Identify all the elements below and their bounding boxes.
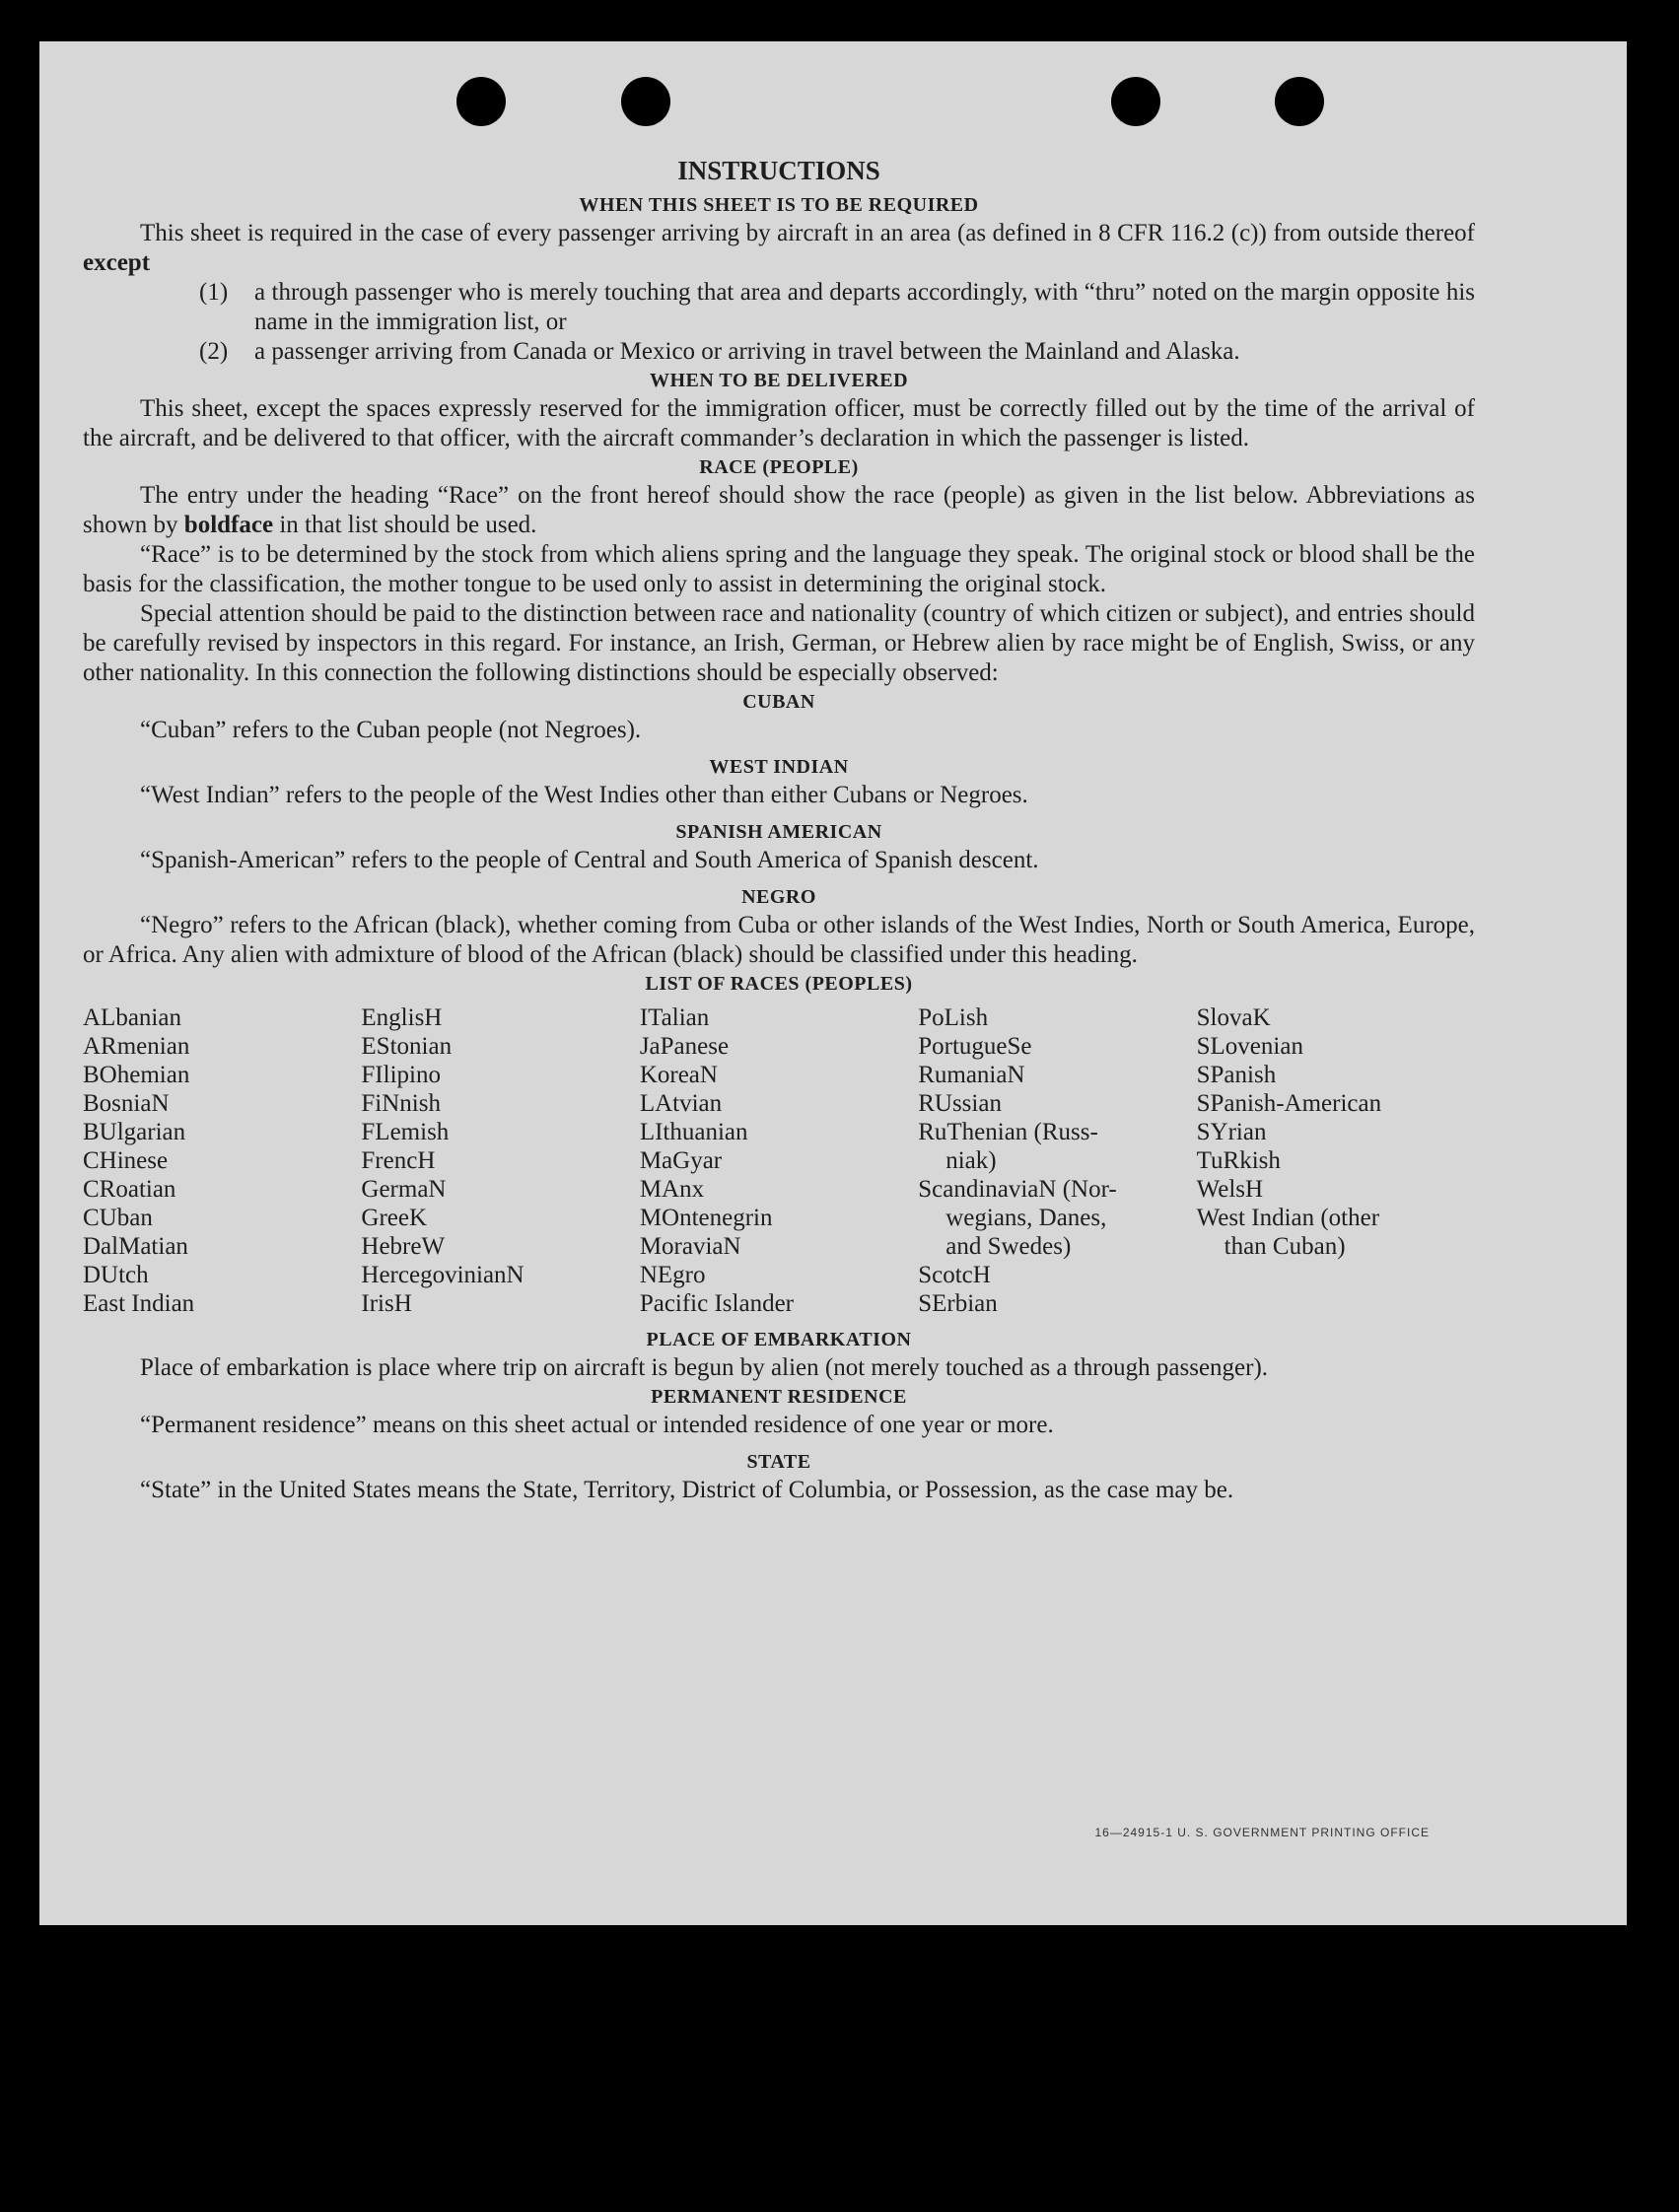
race-entry: FIlipino: [361, 1062, 441, 1088]
race-entry: PoLish: [918, 1004, 989, 1031]
race-entry: FrencH: [361, 1147, 436, 1174]
race-entry: than Cuban): [1224, 1233, 1346, 1260]
race-entry: BosniaN: [83, 1090, 170, 1117]
embarkation-text: Place of embarkation is place where trip on aircraft is begun by alien (not merely touched as a through passenger).: [140, 1354, 1269, 1381]
race-entry: EStonian: [361, 1033, 453, 1060]
list-item-number: (1): [199, 279, 229, 306]
race-entry: CHinese: [83, 1147, 169, 1174]
race-paragraph: The entry under the heading “Race” on the front hereof should show the race (people) as given in the list below. Abbreviations as shown by boldface in that list should be used.: [83, 482, 1475, 538]
page-title: INSTRUCTIONS: [677, 156, 880, 185]
race-entry: PortugueSe: [918, 1033, 1032, 1060]
races-column: [83, 1003, 361, 1318]
race-entry: WelsH: [1196, 1176, 1264, 1203]
section-heading-cuban: CUBAN: [742, 691, 815, 713]
race-entry: LIthuanian: [639, 1119, 748, 1145]
race-entry: niak): [945, 1147, 997, 1174]
race-entry: FLemish: [361, 1119, 450, 1145]
punch-hole: [1275, 77, 1324, 126]
race-entry: EnglisH: [361, 1004, 443, 1031]
race-entry: DUtch: [83, 1262, 149, 1288]
race-entry: LAtvian: [639, 1090, 723, 1117]
list-item-text: a through passenger who is merely touching that area and departs accordingly, with “thru” noted on the margin opposite his name in the immigration list, or: [254, 279, 1475, 335]
race-entry: SErbian: [918, 1290, 998, 1317]
race-entry: MaGyar: [639, 1147, 723, 1174]
race-entry: West Indian (other: [1196, 1205, 1380, 1231]
race-paragraph: Special attention should be paid to the distinction between race and nationality (country of which citizen or subject), and entries should be carefully revised by inspectors in this regard. For instance, an Irish, German, or Hebrew alien by race might be of English, Swiss, or any other nationality. In this connection the following distinctions should be especially observed:: [83, 600, 1475, 686]
section-heading-negro: NEGRO: [741, 886, 816, 908]
race-entry: GreeK: [361, 1205, 428, 1231]
race-entry: MOntenegrin: [639, 1205, 773, 1231]
list-item: [199, 278, 1475, 337]
list-item-text: a passenger arriving from Canada or Mexico or arriving in travel between the Mainland and Alaska.: [254, 338, 1240, 365]
race-entry: BUlgarian: [83, 1119, 186, 1145]
race-paragraph: “Race” is to be determined by the stock from which aliens spring and the language they speak. The original stock or blood shall be the basis for the classification, the mother tongue to be used only to assist in determining the original stock.: [83, 541, 1475, 597]
race-entry: TuRkish: [1196, 1147, 1281, 1174]
section-heading-residence: PERMANENT RESIDENCE: [651, 1386, 907, 1408]
race-entry: East Indian: [83, 1290, 195, 1317]
section-heading-embarkation: PLACE OF EMBARKATION: [646, 1329, 912, 1350]
race-entry: MAnx: [639, 1176, 705, 1203]
races-column: [1197, 1003, 1475, 1318]
section-heading-when-delivered: WHEN TO BE DELIVERED: [649, 370, 909, 391]
race-entry: RUssian: [918, 1090, 1002, 1117]
race-entry: SlovaK: [1196, 1004, 1271, 1031]
races-column: [640, 1003, 918, 1318]
instructions-body: [83, 156, 1475, 1505]
race-entry: KoreaN: [639, 1062, 718, 1088]
race-entry: FiNnish: [361, 1090, 441, 1117]
race-entry: ALbanian: [83, 1004, 181, 1031]
race-entry: BOhemian: [83, 1062, 190, 1088]
race-entry: RumaniaN: [918, 1062, 1025, 1088]
race-entry: GermaN: [361, 1176, 447, 1203]
race-entry: JaPanese: [639, 1033, 730, 1060]
race-entry: ScandinaviaN (Nor-: [918, 1176, 1117, 1203]
race-entry: CUban: [83, 1205, 153, 1231]
cuban-text: “Cuban” refers to the Cuban people (not Negroes).: [140, 717, 642, 743]
west-indian-text: “West Indian” refers to the people of the West Indies other than either Cubans or Negroes.: [140, 782, 1028, 808]
races-column: [361, 1003, 639, 1318]
race-entry: CRoatian: [83, 1176, 176, 1203]
list-item-number: (2): [199, 338, 229, 365]
race-entry: HebreW: [361, 1233, 446, 1260]
except-word: except: [83, 249, 151, 276]
section-heading-race: RACE (PEOPLE): [699, 456, 859, 478]
race-entry: SYrian: [1196, 1119, 1267, 1145]
race-entry: SLovenian: [1196, 1033, 1303, 1060]
punch-hole: [456, 77, 506, 126]
negro-text: “Negro” refers to the African (black), whether coming from Cuba or other islands of the West Indies, North or South America, Europe, or Africa. Any alien with admixture of blood of the African (black) should be classified under this heading.: [83, 912, 1475, 968]
punch-hole: [1111, 77, 1160, 126]
races-column: [918, 1003, 1196, 1318]
spanish-american-text: “Spanish-American” refers to the people of Central and South America of Spanish descent.: [140, 847, 1039, 873]
race-entry: RuThenian (Russ-: [918, 1119, 1098, 1145]
list-item: [199, 337, 1475, 367]
boldface-word: boldface: [183, 512, 274, 538]
state-text: “State” in the United States means the State, Territory, District of Columbia, or Possession, as the case may be.: [140, 1477, 1234, 1503]
punch-hole: [621, 77, 670, 126]
section-heading-when-required: WHEN THIS SHEET IS TO BE REQUIRED: [579, 194, 979, 216]
document-sheet: [39, 41, 1627, 1925]
race-entry: ARmenian: [83, 1033, 190, 1060]
race-entry: NEgro: [639, 1262, 706, 1288]
section-heading-list-of-races: LIST OF RACES (PEOPLES): [645, 973, 913, 995]
race-entry: wegians, Danes,: [945, 1205, 1107, 1231]
race-entry: ITalian: [639, 1004, 710, 1031]
race-entry: Pacific Islander: [639, 1290, 794, 1317]
printing-office-footer: 16—24915-1 U. S. GOVERNMENT PRINTING OFFICE: [1094, 1826, 1430, 1839]
race-entry: and Swedes): [945, 1233, 1072, 1260]
race-entry: DalMatian: [83, 1233, 188, 1260]
race-entry: MoraviaN: [639, 1233, 741, 1260]
section-heading-west-indian: WEST INDIAN: [709, 756, 849, 778]
race-entry: HercegovinianN: [361, 1262, 525, 1288]
when-delivered-text: This sheet, except the spaces expressly reserved for the immigration officer, must be correctly filled out by the time of the arrival of the aircraft, and be delivered to that officer, with the aircraft commander’s declaration in which the passenger is listed.: [83, 395, 1475, 451]
races-list: [83, 1003, 1475, 1318]
residence-text: “Permanent residence” means on this sheet actual or intended residence of one year or more.: [140, 1412, 1054, 1438]
race-entry: IrisH: [361, 1290, 412, 1317]
when-required-intro: This sheet is required in the case of every passenger arriving by aircraft in an area (as defined in 8 CFR 116.2 (c)) from outside thereof except: [83, 220, 1475, 276]
race-entry: SPanish: [1196, 1062, 1277, 1088]
race-entry: ScotcH: [918, 1262, 991, 1288]
section-heading-state: STATE: [746, 1451, 811, 1473]
race-entry: SPanish-American: [1196, 1090, 1382, 1117]
section-heading-spanish-american: SPANISH AMERICAN: [675, 821, 882, 843]
